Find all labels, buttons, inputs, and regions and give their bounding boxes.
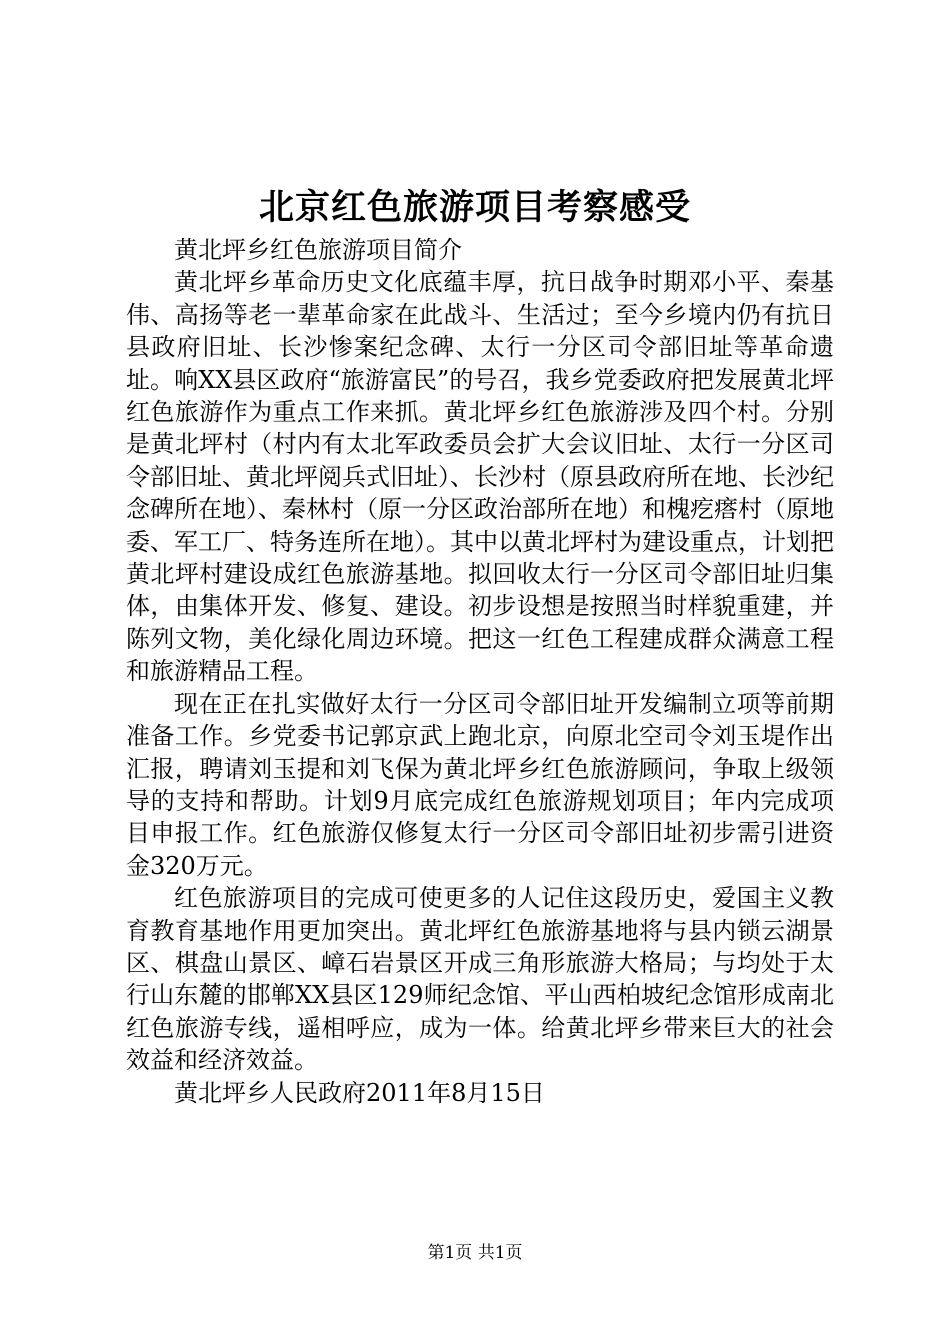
section-heading: 黄北坪乡红色旅游项目简介 xyxy=(174,236,462,264)
signature-line: 黄北坪乡人民政府2011年8月15日 xyxy=(174,1078,545,1107)
document-title: 北京红色旅游项目考察感受 xyxy=(258,187,691,228)
document-body xyxy=(126,234,834,1109)
page-footer: 第1页 共1页 xyxy=(427,1243,523,1263)
body-paragraph: 红色旅游项目的完成可使更多的人记住这段历史，爱国主义教育教育基地作用更加突出。黄北坪红色旅游基地将与县内锁云湖景区、棋盘山景区、嶂石岩景区开成三角形旅游大格局；与均处于太行山东麓的邯郸XX县区129师纪念馆、平山西柏坡纪念馆形成南北红色旅游专线，遥相呼应，成为一体。给黄北坪乡带来巨大的社会效益和经济效益。 xyxy=(126,884,834,1075)
body-paragraph: 现在正在扎实做好太行一分区司令部旧址开发编制立项等前期准备工作。乡党委书记郭京武上跑北京，向原北空司令刘玉堤作出汇报，聘请刘玉提和刘飞保为黄北坪乡红色旅游顾问，争取上级领导的支持和帮助。计划9月底完成红色旅游规划项目；年内完成项目申报工作。红色旅游仅修复太行一分区司令部旧址初步需引进资金320万元。 xyxy=(126,689,834,880)
body-paragraph: 黄北坪乡革命历史文化底蕴丰厚，抗日战争时期邓小平、秦基伟、高扬等老一辈革命家在此战斗、生活过；至今乡境内仍有抗日县政府旧址、长沙惨案纪念碑、太行一分区司令部旧址等革命遗址。响XX县区政府“旅游富民”的号召，我乡党委政府把发展黄北坪红色旅游作为重点工作来抓。黄北坪乡红色旅游涉及四个村。分别是黄北坪村（村内有太北军政委员会扩大会议旧址、太行一分区司令部旧址、黄北坪阅兵式旧址）、长沙村（原县政府所在地、长沙纪念碑所在地）、秦林村（原一分区政治部所在地）和槐疙瘩村（原地委、军工厂、特务连所在地）。其中以黄北坪村为建设重点，计划把黄北坪村建设成红色旅游基地。拟回收太行一分区司令部旧址归集体，由集体开发、修复、建设。初步设想是按照当时样貌重建，并陈列文物，美化绿化周边环境。把这一红色工程建成群众满意工程和旅游精品工程。 xyxy=(126,268,834,686)
